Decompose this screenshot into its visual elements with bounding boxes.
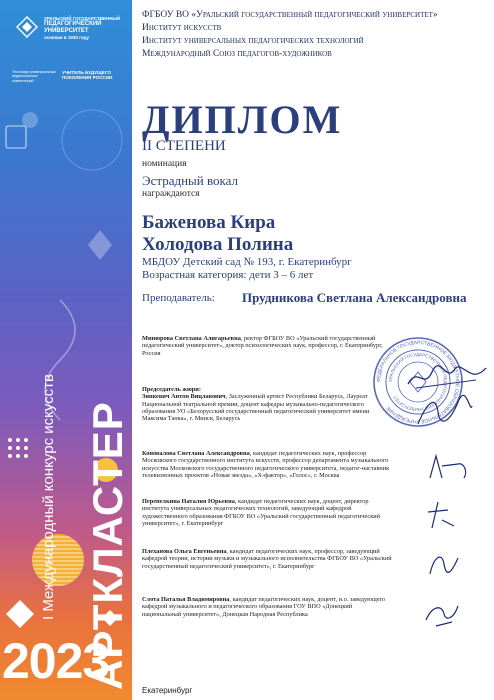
jury-entry-2: Председатель жюри: Зинкевич Антон Вицлавович, Заслуженный артист Республики Беларусь, Лауреат Национальной театральной премии, доцент кафедры музыкально-педагогического образования УО «Белорусский государственный педагогический университет имени Максима Танка», г. Минск, Беларусь <box>142 386 370 423</box>
institution: МБДОУ Детский сад № 193, г. Екатеринбург <box>142 256 352 268</box>
header-line-university: ФГБОУ ВО «Уральский государственный педагогический университет» <box>142 10 438 20</box>
signature-perepelkina <box>424 498 464 532</box>
nomination-value: Эстрадный вокал <box>142 173 239 188</box>
teacher-label: Преподаватель: <box>142 292 215 304</box>
signature-jury-chair <box>414 394 474 428</box>
awarded-label: награждаются <box>142 189 200 199</box>
jury-entry-4: Перепелкина Наталия Юрьевна, кандидат педагогических наук, доцент, директор института универсальных педагогических технологий, заведующий кафедрой художественного образования ФГБОУ ВО «Уральский государственный педагогический университет», г. Екатеринбург <box>142 498 381 527</box>
nomination-label: номинация <box>142 159 187 169</box>
diploma-title: ДИПЛОМ <box>142 97 343 142</box>
age-category: Возрастная категория: дети 3 – 6 лет <box>142 269 314 281</box>
header-line-institute-arts: Институт искусств <box>142 23 222 33</box>
technopark-logo-text: Технопарк универсальных педагогических компетенций <box>12 70 56 83</box>
jury-entry-5: Плеханова Ольга Евгеньевна, кандидат педагогических наук, профессор, заведующий кафедрой теории, истории музыки и музыкального исполнительства ФГБОУ ВО «Уральский государственный педагогический университет», г. Екатеринбург <box>142 548 392 570</box>
decorative-band <box>0 0 132 700</box>
diploma-degree: II СТЕПЕНИ <box>142 138 226 154</box>
jury-entry-6: Слота Наталья Владимировна, кандидат педагогических наук, доцент, и.о. заведующего кафедрой музыкального и педагогического образования ГОУ ВПО «Донецкий национальный университет», Донецкая Народная Республика <box>142 596 386 618</box>
footer-city: Екатеринбург <box>142 686 193 695</box>
university-emblem-icon <box>16 16 38 38</box>
signature-rector <box>406 362 488 392</box>
header-line-institute-technologies: Институт универсальных педагогических технологий <box>142 36 364 46</box>
university-logo-text: УРАЛЬСКИЙ ГОСУДАРСТВЕННЫЙ ПЕДАГОГИЧЕСКИЙ УНИВЕРСИТЕТ основан в 1930 году <box>44 16 121 41</box>
teacher-future-logo-text: УЧИТЕЛЬ БУДУЩЕГО ПОКОЛЕНИЯ РОССИИ <box>62 70 113 81</box>
diploma-content <box>142 0 488 700</box>
winner-name-2: Холодова Полина <box>142 234 294 255</box>
signature-konovalova <box>424 450 474 484</box>
signature-slota <box>422 596 462 630</box>
artcluster-vertical-title: АРТКЛАСТЕР <box>84 401 131 690</box>
teacher-name: Прудникова Светлана Александровна <box>242 290 467 305</box>
signature-plekhanova <box>424 548 464 578</box>
stamp-inner-text: УРАЛЬСКИЙ ГОСУДАРСТВЕННЫЙ ПЕДАГОГИЧЕСКИЙ УНИВЕРСИТЕТ <box>387 351 449 413</box>
university-logo <box>10 8 122 58</box>
jury-entry-3: Коновалова Светлана Александровна, кандидат педагогических наук, профессор Московского государственного института искусств, профессор департамента музыкального искусства Московского государственного педагогического университета, педагог-наставник телевизионных проектов «Новая звезда», «Х-фактор», «Голос», г. Москва <box>142 450 390 479</box>
header-line-union: Международный Союз педагогов-художников <box>142 49 332 59</box>
winner-name-1: Баженова Кира <box>142 212 276 233</box>
jury-entry-1: Минюрова Светлана Алигарьевна, ректор ФГБОУ ВО «Уральский государственный педагогический университет», доктор психологических наук, профессор, г. Екатеринбург, Россия <box>142 335 383 357</box>
partner-logos <box>12 70 124 100</box>
stamp-outer-text: ФЕДЕРАЛЬНОЕ ГОСУДАРСТВЕННОЕ БЮДЖЕТНОЕ ОБРАЗОВАТЕЛЬНОЕ УЧРЕЖДЕНИЕ <box>375 339 461 425</box>
year-label: 2023 <box>2 633 110 689</box>
contest-vertical-subtitle: I Международный конкурс искусств <box>40 373 57 620</box>
